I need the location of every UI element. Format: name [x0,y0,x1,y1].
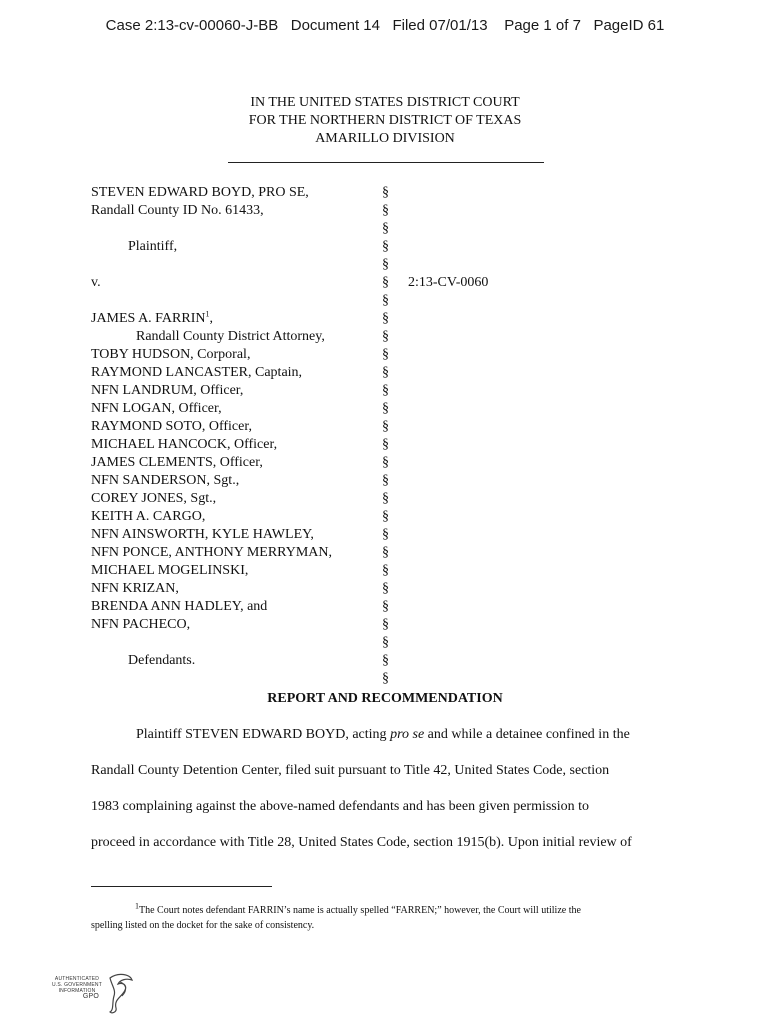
section-symbol: § [382,617,389,632]
defendants-label: Defendants. [128,653,196,668]
defendant-entry: MICHAEL HANCOCK, Officer, [91,437,278,452]
body-line-3: 1983 complaining against the above-named defendants and has been given permission to [91,799,590,814]
section-symbol: § [382,419,389,434]
seal-line-1: AUTHENTICATED [54,976,100,982]
page-header: Case 2:13-cv-00060-J-BB Document 14 Filed 07/01/13 Page 1 of 7 PageID 61 [105,17,665,34]
section-symbol: § [382,455,389,470]
footnote-number: 1 [135,901,139,911]
defendant-first-suffix: , [209,311,213,326]
defendant-entry: NFN PACHECO, [91,617,191,632]
seal-line-4: GPO [82,993,100,1000]
section-symbol-column [382,184,394,688]
footnote-line-2: spelling listed on the docket for the sake of consistency. [91,920,315,931]
case-number: 2:13-CV-0060 [408,275,489,290]
section-symbol: § [382,635,389,650]
section-symbol: § [382,311,389,326]
section-symbol: § [382,383,389,398]
body-line-1 [136,727,630,743]
plaintiff-id: Randall County ID No. 61433, [91,203,264,218]
section-symbol: § [382,491,389,506]
defendant-entry: KEITH A. CARGO, [91,509,206,524]
defendant-entry: NFN LOGAN, Officer, [91,401,222,416]
section-symbol: § [382,185,389,200]
body-line-4: proceed in accordance with Title 28, United States Code, section 1915(b). Upon initial review of [91,835,632,850]
defendant-entry: COREY JONES, Sgt., [91,491,217,506]
plaintiff-label: Plaintiff, [128,239,178,254]
section-symbol: § [382,203,389,218]
plaintiff-name: STEVEN EDWARD BOYD, PRO SE, [91,185,309,200]
defendant-first [91,310,381,328]
section-symbol: § [382,437,389,452]
defendant-entry: MICHAEL MOGELINSKI, [91,563,249,578]
section-symbol: § [382,581,389,596]
section-symbol: § [382,671,389,686]
section-symbol: § [382,401,389,416]
footnote-divider [91,886,272,887]
section-symbol: § [382,347,389,362]
section-symbol: § [382,239,389,254]
body-line-1-a: Plaintiff STEVEN EDWARD BOYD, acting [136,727,391,742]
section-symbol: § [382,527,389,542]
defendant-entry: NFN KRIZAN, [91,581,179,596]
case-caption [91,184,381,670]
section-symbol: § [382,473,389,488]
court-division-line: AMARILLO DIVISION [315,131,455,146]
document-title: REPORT AND RECOMMENDATION [267,691,503,706]
court-district-line: FOR THE NORTHERN DISTRICT OF TEXAS [248,113,522,128]
section-symbol: § [382,653,389,668]
seal-line-3: INFORMATION [58,988,96,994]
heading-divider [228,162,544,163]
seal-text [44,976,110,1000]
footnote-text-1: The Court notes defendant FARRIN’s name is actually spelled “FARREN;” however, the Court will utilize the [139,905,581,916]
court-heading [0,94,770,148]
footnote-line-1 [91,903,671,918]
eagle-icon [106,972,134,1016]
seal-line-2: U.S. GOVERNMENT [52,982,102,988]
defendant-first-name: JAMES A. FARRIN [91,311,206,326]
defendant-entry: NFN PONCE, ANTHONY MERRYMAN, [91,545,333,560]
footnote-marker: 1 [205,309,210,319]
section-symbol: § [382,275,389,290]
defendant-entry: NFN SANDERSON, Sgt., [91,473,240,488]
versus-label: v. [91,275,101,290]
defendant-entry: NFN AINSWORTH, KYLE HAWLEY, [91,527,314,542]
body-line-2: Randall County Detention Center, filed suit pursuant to Title 42, United States Code, section [91,763,610,778]
section-symbol: § [382,545,389,560]
body-line-1-italic: pro se [390,727,425,742]
section-symbol: § [382,221,389,236]
footnote [91,903,671,933]
section-symbol: § [382,257,389,272]
section-symbol: § [382,509,389,524]
defendant-entry: RAYMOND LANCASTER, Captain, [91,365,303,380]
defendant-entry: TOBY HUDSON, Corporal, [91,347,251,362]
defendant-entry: NFN LANDRUM, Officer, [91,383,244,398]
defendant-first-title: Randall County District Attorney, [136,329,325,344]
section-symbol: § [382,599,389,614]
section-symbol: § [382,293,389,308]
section-symbol: § [382,563,389,578]
section-symbol: § [382,329,389,344]
defendant-entry: JAMES CLEMENTS, Officer, [91,455,263,470]
court-name-line: IN THE UNITED STATES DISTRICT COURT [250,95,520,110]
gpo-authentication-seal [44,972,134,1018]
section-symbol: § [382,365,389,380]
defendant-list [91,346,381,634]
defendant-entry: RAYMOND SOTO, Officer, [91,419,252,434]
body-line-1-b: and while a detainee confined in the [424,727,630,742]
defendant-entry: BRENDA ANN HADLEY, and [91,599,268,614]
